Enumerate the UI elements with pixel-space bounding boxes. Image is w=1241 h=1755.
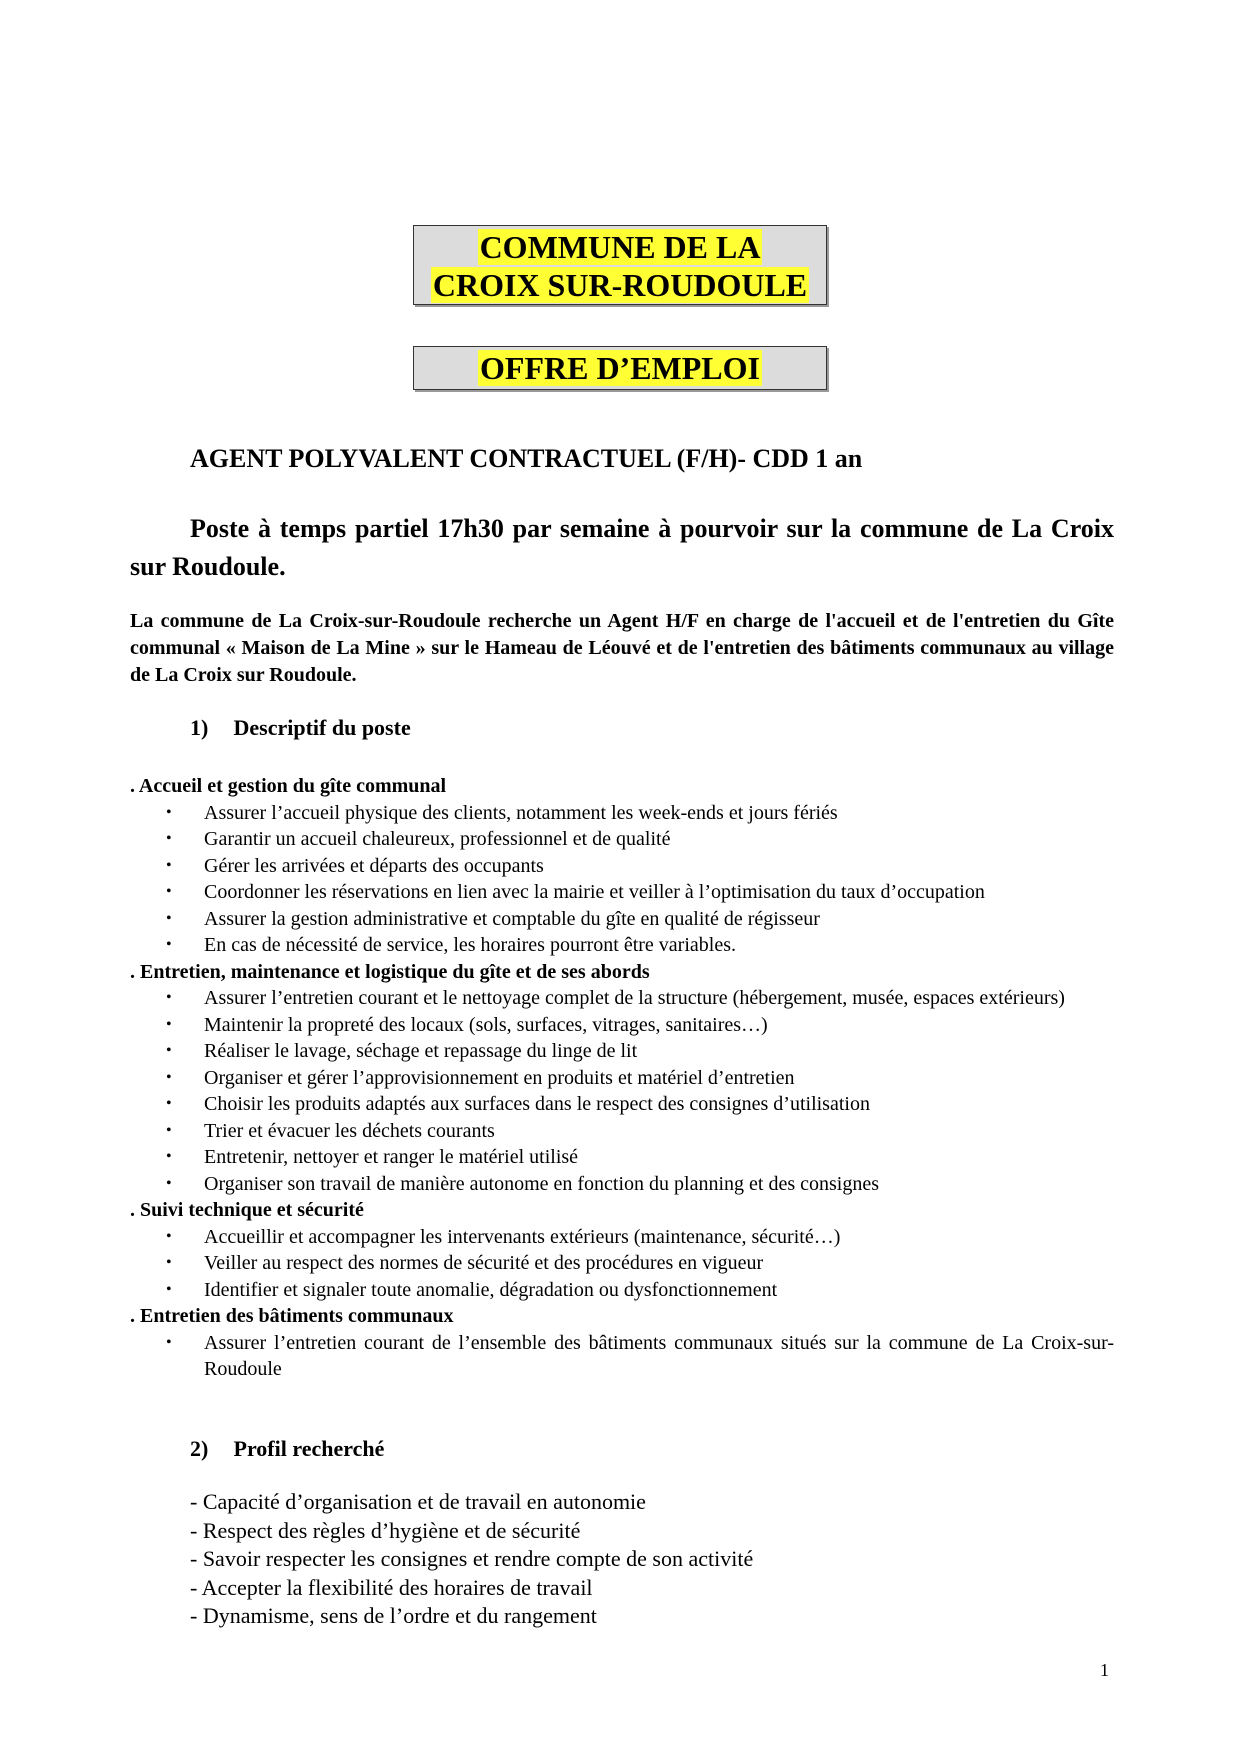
list-item [130, 985, 1114, 1012]
list-item [130, 879, 1114, 906]
job-summary: Poste à temps partiel 17h30 par semaine à pourvoir sur la commune de La Croix sur Roudoule. [130, 514, 1114, 581]
bullet-icon: • [166, 1174, 172, 1192]
commune-title-line2: CROIX SUR-ROUDOULE [432, 267, 808, 303]
section-title: Descriptif du poste [233, 715, 411, 740]
list-item [130, 1250, 1114, 1277]
list-item-text: Choisir les produits adaptés aux surfaces dans le respect des consignes d’utilisation [204, 1093, 870, 1115]
list-item [130, 1065, 1114, 1092]
list-item-text: Accueillir et accompagner les intervenants extérieurs (maintenance, sécurité…) [204, 1225, 841, 1248]
task-category-items [130, 985, 1114, 1197]
bullet-icon: • [166, 989, 172, 1006]
list-item-text: Organiser et gérer l’approvisionnement en produits et matériel d’entretien [204, 1066, 795, 1089]
list-item [130, 1091, 1114, 1118]
list-item-text: Trier et évacuer les déchets courants [204, 1119, 495, 1142]
task-category-items [130, 1330, 1114, 1383]
section-heading-descriptif [190, 715, 411, 741]
list-item-text: En cas de nécessité de service, les horaires pourront être variables. [204, 934, 736, 956]
bullet-icon: • [166, 883, 172, 900]
profile-item: - Savoir respecter les consignes et rendre compte de son activité [190, 1546, 754, 1571]
list-item-text: Garantir un accueil chaleureux, professionnel et de qualité [204, 828, 671, 850]
list-item-text: Assurer l’accueil physique des clients, notamment les week-ends et jours fériés [204, 801, 838, 824]
task-category-title: . Suivi technique et sécurité [130, 1199, 364, 1221]
list-item [130, 1118, 1114, 1145]
list-item-text: Assurer la gestion administrative et comptable du gîte en qualité de régisseur [204, 907, 820, 930]
list-item-text: Assurer l’entretien courant de l’ensemble des bâtiments communaux situés sur la commune de La Croix-sur-Roudoule [204, 1331, 1114, 1380]
list-item [130, 906, 1114, 933]
profile-item: - Dynamisme, sens de l’ordre et du rangement [190, 1603, 597, 1628]
bullet-icon: • [166, 1095, 172, 1112]
profile-item: - Accepter la flexibilité des horaires de travail [190, 1574, 593, 1600]
bullet-icon: • [166, 909, 172, 927]
list-item-text: Identifier et signaler toute anomalie, dégradation ou dysfonctionnement [204, 1278, 778, 1301]
bullet-icon: • [166, 830, 172, 847]
list-item [130, 1171, 1114, 1198]
page-number: 1 [1100, 1660, 1109, 1680]
list-item [130, 1277, 1114, 1304]
bullet-icon: • [166, 803, 172, 821]
list-item-text: Entretenir, nettoyer et ranger le matériel utilisé [204, 1146, 579, 1168]
list-item [130, 932, 1114, 959]
bullet-icon: • [166, 1227, 172, 1245]
commune-title-box [413, 225, 827, 305]
list-item-text: Organiser son travail de manière autonome en fonction du planning et des consignes [204, 1172, 879, 1195]
list-item-text: Veiller au respect des normes de sécurité et des procédures en vigueur [204, 1252, 764, 1274]
list-item-text: Gérer les arrivées et départs des occupants [204, 854, 544, 877]
bullet-icon: • [166, 1254, 172, 1271]
offer-title-box [413, 346, 827, 390]
task-category-items [130, 800, 1114, 959]
bullet-icon: • [166, 936, 172, 953]
section-number: 1) [190, 715, 209, 740]
job-intro: La commune de La Croix-sur-Roudoule recherche un Agent H/F en charge de l'accueil et de l'entretien du Gîte communal « Maison de La Mine » sur le Hameau de Léouvé et de l'entretien des bâtiments communaux au village de La Croix sur Roudoule. [130, 610, 1114, 686]
profile-item: - Respect des règles d’hygiène et de sécurité [190, 1517, 581, 1543]
task-category-title: . Accueil et gestion du gîte communal [130, 775, 447, 797]
profile-item: - Capacité d’organisation et de travail en autonomie [190, 1489, 646, 1514]
list-item [130, 853, 1114, 880]
commune-title-line1: COMMUNE DE LA [479, 229, 761, 265]
bullet-icon: • [166, 1333, 172, 1351]
list-item-text: Réaliser le lavage, séchage et repassage du linge de lit [204, 1040, 638, 1062]
bullet-icon: • [166, 1280, 172, 1298]
task-category-items [130, 1224, 1114, 1304]
list-item-text: Maintenir la propreté des locaux (sols, surfaces, vitrages, sanitaires…) [204, 1013, 768, 1036]
task-category-title: . Entretien, maintenance et logistique du gîte et de ses abords [130, 960, 650, 983]
list-item [130, 1012, 1114, 1039]
bullet-icon: • [166, 1121, 172, 1139]
list-item [130, 1224, 1114, 1251]
task-category-title: . Entretien des bâtiments communaux [130, 1305, 454, 1327]
job-title: AGENT POLYVALENT CONTRACTUEL (F/H)- CDD 1 an [190, 444, 863, 473]
list-item [130, 1330, 1114, 1383]
list-item-text: Assurer l’entretien courant et le nettoyage complet de la structure (hébergement, musée, espaces extérieurs) [204, 987, 1065, 1009]
section-heading-profil [190, 1436, 384, 1462]
bullet-icon: • [166, 856, 172, 874]
list-item [130, 1144, 1114, 1171]
bullet-icon: • [166, 1015, 172, 1033]
profile-list [190, 1488, 753, 1631]
list-item [130, 826, 1114, 853]
section-number: 2) [190, 1436, 209, 1461]
offer-title: OFFRE D’EMPLOI [480, 350, 760, 386]
list-item [130, 800, 1114, 827]
bullet-icon: • [166, 1148, 172, 1165]
section-title: Profil recherché [233, 1436, 385, 1461]
bullet-icon: • [166, 1042, 172, 1059]
list-item-text: Coordonner les réservations en lien avec la mairie et veiller à l’optimisation du taux d’occupation [204, 881, 985, 903]
list-item [130, 1038, 1114, 1065]
task-list [130, 773, 1114, 1383]
bullet-icon: • [166, 1068, 172, 1086]
